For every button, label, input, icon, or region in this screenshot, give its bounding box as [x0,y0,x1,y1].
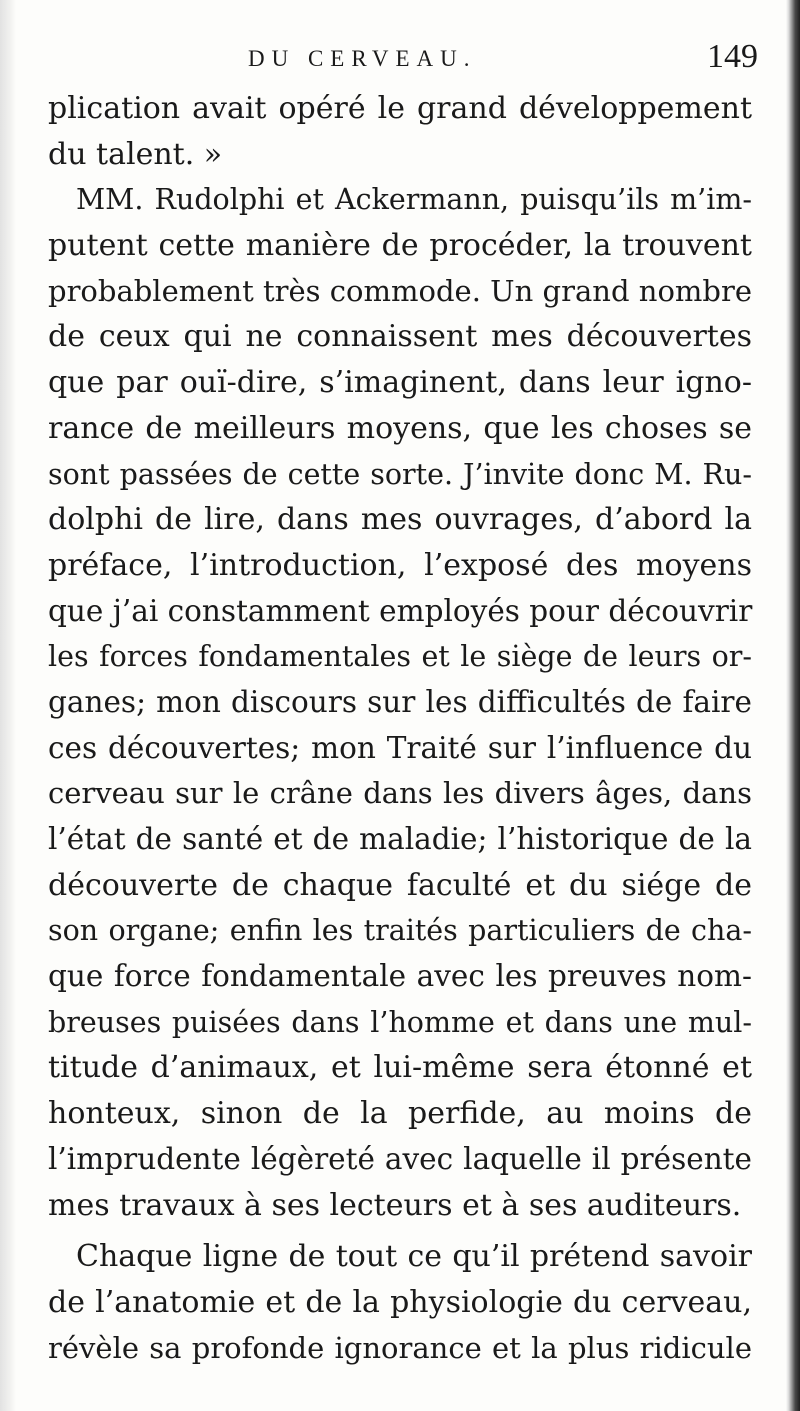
page-number: 149 [707,38,758,75]
text-line: que force fondamentale avec les preuves nom- [48,959,752,994]
text-line: préface, l’introduction, l’exposé des moyens [48,547,752,583]
text-line: mes travaux à ses lecteurs et à ses auditeurs. [48,1187,742,1223]
running-head [48,38,760,88]
text-line: sont passées de cette sorte. J’invite donc M. Ru- [48,457,752,491]
text-line: plication avait opéré le grand développement [48,91,752,126]
text-line: Chaque ligne de tout ce qu’il prétend savoir [76,1239,752,1275]
text-line: cerveau sur le crâne dans les divers âges, dans [48,776,752,811]
text-line: ganes; mon discours sur les difficultés de faire [48,684,752,719]
text-line: honteux, sinon de la perfide, au moins de [48,1096,752,1132]
text-line: l’imprudente légèreté avec laquelle il présente [48,1141,752,1176]
text-line: ces découvertes; mon Traité sur l’influence du [48,730,752,765]
text-line: du talent. » [48,136,223,172]
text-line: les forces fondamentales et le siège de leurs or- [48,640,752,674]
text-line: probablement très commode. Un grand nombre [48,273,752,308]
running-head-title: DU CERVEAU. [248,46,477,71]
page-gutter-shadow [0,0,16,1411]
text-line: putent cette manière de procéder, la trouvent [48,228,752,264]
text-line: l’état de santé et de maladie; l’historique de la [48,822,752,856]
text-line: titude d’animaux, et lui-même sera étonné et [48,1050,752,1086]
page-edge-shadow [786,0,800,1411]
text-line: rance de meilleurs moyens, que les choses se [48,410,752,446]
text-line: son organe; enfin les traités particuliers de cha- [48,914,752,948]
text-line: que par ouï-dire, s’imaginent, dans leur igno- [48,365,752,401]
text-line: de l’anatomie et de la physiologie du cerveau, [48,1284,752,1320]
text-line: découverte de chaque faculté et du siége de [48,867,752,903]
text-line: MM. Rudolphi et Ackermann, puisqu’ils m’im- [76,183,752,217]
body-text [48,86,752,1371]
text-line: dolphi de lire, dans mes ouvrages, d’abord la [48,502,752,538]
text-line: de ceux qui ne connaissent mes découvertes [48,319,752,355]
text-line: révèle sa profonde ignorance et la plus ridicule [48,1330,752,1365]
text-line: que j’ai constamment employés pour découvrir [48,593,753,628]
text-line: breuses puisées dans l’homme et dans une mul- [48,1005,752,1039]
